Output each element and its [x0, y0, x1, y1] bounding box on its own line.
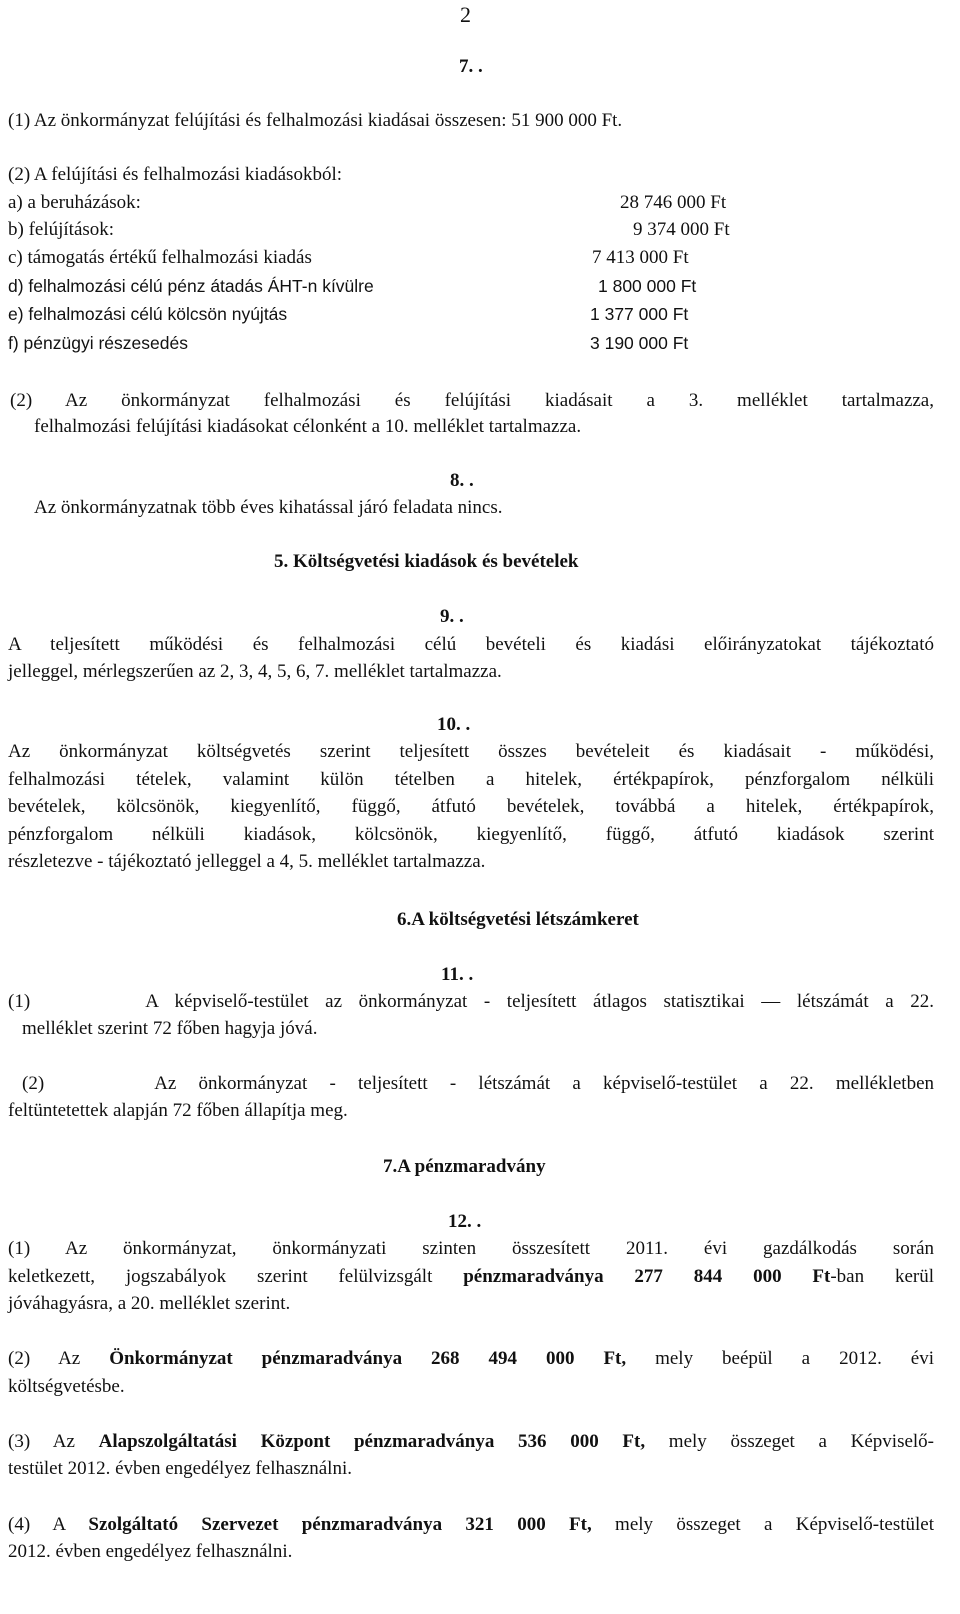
paragraph-12-3-line: [8, 1431, 934, 1453]
text-run: (2) Az: [8, 1348, 110, 1369]
list-item-value: 1 800 000 Ft: [598, 276, 697, 296]
text-run: (3) Az: [8, 1431, 99, 1452]
section-heading-12: 12. .: [448, 1211, 482, 1232]
paragraph-11-2-line: (2) Az önkormányzat - teljesített - létszámát a képviselő-testület a 22. mellékletben: [22, 1073, 934, 1094]
section-heading-10: 10. .: [437, 714, 471, 735]
chapter-title-6: 6.A költségvetési létszámkeret: [397, 909, 639, 930]
paragraph-11-1-line: (1) A képviselő-testület az önkormányzat - teljesített átlagos statisztikai — létszámát a 22.: [8, 991, 934, 1012]
paragraph-8: Az önkormányzatnak több éves kihatással járó feladata nincs.: [34, 497, 503, 518]
paragraph-12-4-line: [8, 1514, 934, 1536]
paragraph-12-2-line: [8, 1348, 934, 1370]
text-run: keletkezett, jogszabályok szerint felülvizsgált: [8, 1266, 464, 1287]
paragraph-12-1-line: jóváhagyásra, a 20. melléklet szerint.: [8, 1293, 291, 1314]
list-item-value: 9 374 000 Ft: [633, 219, 730, 240]
service-center-surplus: Alapszolgáltatási Központ pénzmaradványa 536 000 Ft,: [98, 1431, 646, 1452]
text-run: (4) A: [8, 1514, 89, 1535]
text-run: -ban kerül: [830, 1266, 934, 1287]
list-item-label: b) felújítások:: [8, 219, 115, 240]
paragraph-12-1-line: [8, 1266, 934, 1288]
section-heading-8: 8. .: [450, 470, 474, 491]
paragraph-10-line: Az önkormányzat költségvetés szerint teljesített összes bevételeit és kiadásait - működési,: [8, 741, 934, 762]
paragraph-11-2-line: feltüntetettek alapján 72 főben állapítja meg.: [8, 1100, 348, 1121]
list-item-label: e) felhalmozási célú kölcsön nyújtás: [8, 304, 288, 324]
paragraph-10-line: részletezve - tájékoztató jelleggel a 4, 5. melléklet tartalmazza.: [8, 851, 486, 872]
paragraph-7-3-line: (2) Az önkormányzat felhalmozási és felújítási kiadásait a 3. melléklet tartalmazza,: [10, 390, 934, 411]
paragraph-7-2-intro: (2) A felújítási és felhalmozási kiadásokból:: [8, 164, 343, 185]
text-run: mely összeget a Képviselő-testület: [591, 1514, 934, 1535]
list-item-label: d) felhalmozási célú pénz átadás ÁHT-n kívülre: [8, 276, 374, 296]
paragraph-10-line: pénzforgalom nélküli kiadások, kölcsönök, kiegyenlítő, függő, átfutó kiadások szerint: [8, 824, 934, 845]
text-run: mely beépül a 2012. évi: [626, 1348, 934, 1369]
paragraph-10-line: bevételek, kölcsönök, kiegyenlítő, függő, átfutó bevételek, továbbá a hitelek, értékpapírok,: [8, 796, 934, 817]
list-item-label: a) a beruházások:: [8, 192, 141, 213]
section-heading-9: 9. .: [440, 606, 464, 627]
section-heading-11: 11. .: [441, 964, 474, 985]
paragraph-12-3-line: testület 2012. évben engedélyez felhasználni.: [8, 1458, 352, 1479]
chapter-title-5: 5. Költségvetési kiadások és bevételek: [274, 551, 579, 572]
service-organization-surplus: Szolgáltató Szervezet pénzmaradványa 321 000 Ft,: [88, 1514, 592, 1535]
surplus-total: pénzmaradványa 277 844 000 Ft: [463, 1266, 831, 1287]
paragraph-11-1-line: melléklet szerint 72 főben hagyja jóvá.: [22, 1018, 318, 1039]
list-item-value: 28 746 000 Ft: [620, 192, 727, 213]
paragraph-9-line: A teljesített működési és felhalmozási célú bevételi és kiadási előirányzatokat tájékoztató: [8, 634, 934, 655]
list-item-value: 3 190 000 Ft: [590, 333, 689, 353]
paragraph-7-1: (1) Az önkormányzat felújítási és felhalmozási kiadásai összesen: 51 900 000 Ft.: [8, 110, 623, 131]
paragraph-7-3-line: felhalmozási felújítási kiadásokat célonként a 10. melléklet tartalmazza.: [34, 416, 582, 437]
paragraph-12-4-line: 2012. évben engedélyez felhasználni.: [8, 1541, 293, 1562]
list-item-value: 1 377 000 Ft: [590, 304, 689, 324]
paragraph-10-line: felhalmozási tételek, valamint külön tételben a hitelek, értékpapírok, pénzforgalom nélküli: [8, 769, 934, 790]
municipality-surplus: Önkormányzat pénzmaradványa 268 494 000 Ft,: [109, 1348, 627, 1369]
list-item-label: f) pénzügyi részesedés: [8, 333, 188, 353]
paragraph-12-2-line: költségvetésbe.: [8, 1376, 125, 1397]
paragraph-12-1-line: (1) Az önkormányzat, önkormányzati szinten összesített 2011. évi gazdálkodás során: [8, 1238, 934, 1259]
text-run: mely összeget a Képviselő-: [645, 1431, 935, 1452]
section-heading-7: 7. .: [459, 56, 483, 77]
list-item-value: 7 413 000 Ft: [592, 247, 689, 268]
chapter-title-7: 7.A pénzmaradvány: [383, 1156, 546, 1177]
page-number: 2: [460, 2, 471, 27]
list-item-label: c) támogatás értékű felhalmozási kiadás: [8, 247, 312, 268]
paragraph-9-line: jelleggel, mérlegszerűen az 2, 3, 4, 5, 6, 7. melléklet tartalmazza.: [8, 661, 502, 682]
